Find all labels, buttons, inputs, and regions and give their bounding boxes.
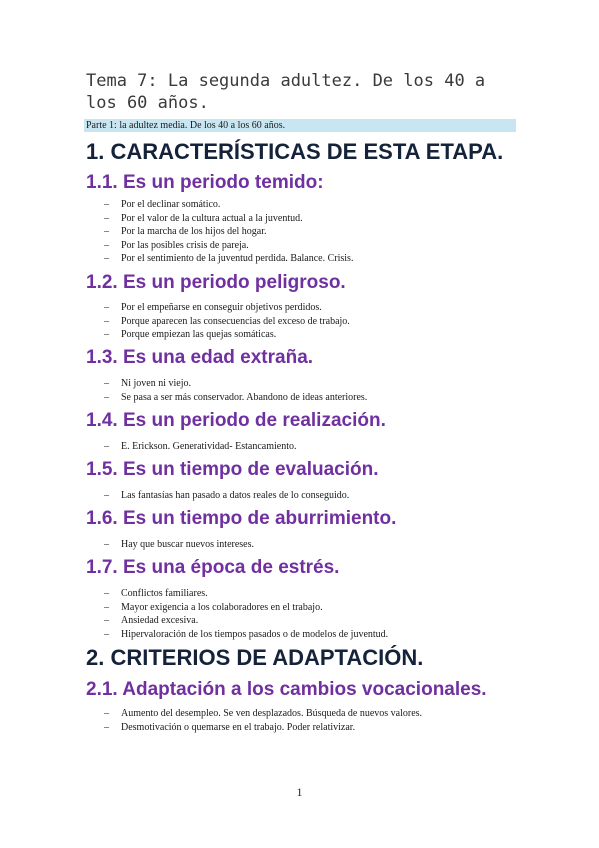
dash-bullet-icon: –: [104, 226, 109, 238]
dash-bullet-icon: –: [104, 721, 109, 733]
dash-bullet-icon: –: [104, 601, 109, 613]
list-item: [104, 212, 353, 226]
dash-bullet-icon: –: [104, 391, 109, 403]
subsection-heading: 2.1. Adaptación a los cambios vocacionales.: [86, 679, 487, 700]
list-item-text: Ansiedad excesiva.: [121, 615, 199, 627]
document-title: Tema 7: La segunda adultez. De los 40 a los 60 años.: [86, 71, 486, 113]
list-item-text: Aumento del desempleo. Se ven desplazados. Búsqueda de nuevos valores.: [121, 708, 423, 719]
list-item-text: Porque empiezan las quejas somáticas.: [121, 329, 277, 341]
section-heading: 1. CARACTERÍSTICAS DE ESTA ETAPA.: [86, 139, 504, 164]
list-item: [104, 225, 353, 239]
list-item-text: Porque aparecen las consecuencias del exceso de trabajo.: [121, 315, 350, 327]
bullet-list: [104, 301, 350, 342]
dash-bullet-icon: –: [104, 490, 109, 501]
dash-bullet-icon: –: [104, 588, 109, 599]
bullet-list: [104, 489, 349, 503]
list-item-text: Hipervaloración de los tiempos pasados o de modelos de juventud.: [121, 628, 389, 640]
list-item-text: Las fantasías han pasado a datos reales de lo conseguido.: [121, 490, 350, 501]
part-heading: Parte 1: la adultez media. De los 40 a los 60 años.: [84, 119, 516, 132]
dash-bullet-icon: –: [104, 329, 109, 341]
list-item: [104, 239, 353, 253]
bullet-list: [104, 440, 297, 454]
list-item: [104, 315, 350, 329]
list-item: [104, 721, 422, 735]
bullet-list: [104, 587, 388, 641]
list-item-text: Por el sentimiento de la juventud perdida. Balance. Crisis.: [121, 253, 354, 265]
list-item: [104, 601, 388, 615]
dash-bullet-icon: –: [104, 378, 109, 389]
dash-bullet-icon: –: [104, 708, 109, 719]
dash-bullet-icon: –: [104, 615, 109, 627]
bullet-list: [104, 538, 254, 552]
list-item-text: Se pasa a ser más conservador. Abandono de ideas anteriores.: [121, 391, 368, 403]
subsection-heading: 1.2. Es un periodo peligroso.: [86, 272, 346, 293]
dash-bullet-icon: –: [104, 253, 109, 265]
subsection-heading: 1.3. Es una edad extraña.: [86, 347, 314, 368]
section-heading: 2. CRITERIOS DE ADAPTACIÓN.: [86, 645, 424, 670]
dash-bullet-icon: –: [104, 441, 109, 452]
list-item: [104, 198, 353, 212]
list-item-text: Ni joven ni viejo.: [121, 378, 191, 389]
list-item: [104, 252, 353, 266]
list-item-text: E. Erickson. Generatividad- Estancamiento.: [121, 441, 297, 452]
list-item: [104, 614, 388, 628]
list-item-text: Desmotivación o quemarse en el trabajo. Poder relativizar.: [121, 721, 356, 733]
list-item: [104, 538, 254, 552]
list-item-text: Por las posibles crisis de pareja.: [121, 239, 249, 251]
list-item: [104, 440, 297, 454]
list-item: [104, 377, 367, 391]
list-item-text: Por el valor de la cultura actual a la juventud.: [121, 212, 303, 224]
dash-bullet-icon: –: [104, 199, 109, 210]
dash-bullet-icon: –: [104, 239, 109, 251]
list-item-text: Hay que buscar nuevos intereses.: [121, 539, 255, 550]
list-item: [104, 489, 349, 503]
list-item: [104, 628, 388, 642]
list-item: [104, 587, 388, 601]
dash-bullet-icon: –: [104, 539, 109, 550]
list-item: [104, 707, 422, 721]
dash-bullet-icon: –: [104, 302, 109, 313]
list-item: [104, 328, 350, 342]
bullet-list: [104, 377, 367, 404]
subsection-heading: 1.4. Es un periodo de realización.: [86, 410, 386, 431]
list-item-text: Mayor exigencia a los colaboradores en el trabajo.: [121, 601, 323, 613]
page-number: 1: [296, 785, 303, 799]
dash-bullet-icon: –: [104, 628, 109, 640]
list-item: [104, 301, 350, 315]
list-item-text: Por el empeñarse en conseguir objetivos perdidos.: [121, 302, 322, 313]
subsection-heading: 1.6. Es un tiempo de aburrimiento.: [86, 508, 397, 529]
subsection-heading: 1.7. Es una época de estrés.: [86, 557, 340, 578]
bullet-list: [104, 707, 422, 734]
list-item-text: Por la marcha de los hijos del hogar.: [121, 226, 267, 238]
subsection-heading: 1.1. Es un periodo temido:: [86, 172, 324, 193]
list-item: [104, 391, 367, 405]
subsection-heading: 1.5. Es un tiempo de evaluación.: [86, 459, 379, 480]
list-item-text: Conflictos familiares.: [121, 588, 208, 599]
bullet-list: [104, 198, 353, 266]
dash-bullet-icon: –: [104, 212, 109, 224]
list-item-text: Por el declinar somático.: [121, 199, 221, 210]
dash-bullet-icon: –: [104, 315, 109, 327]
